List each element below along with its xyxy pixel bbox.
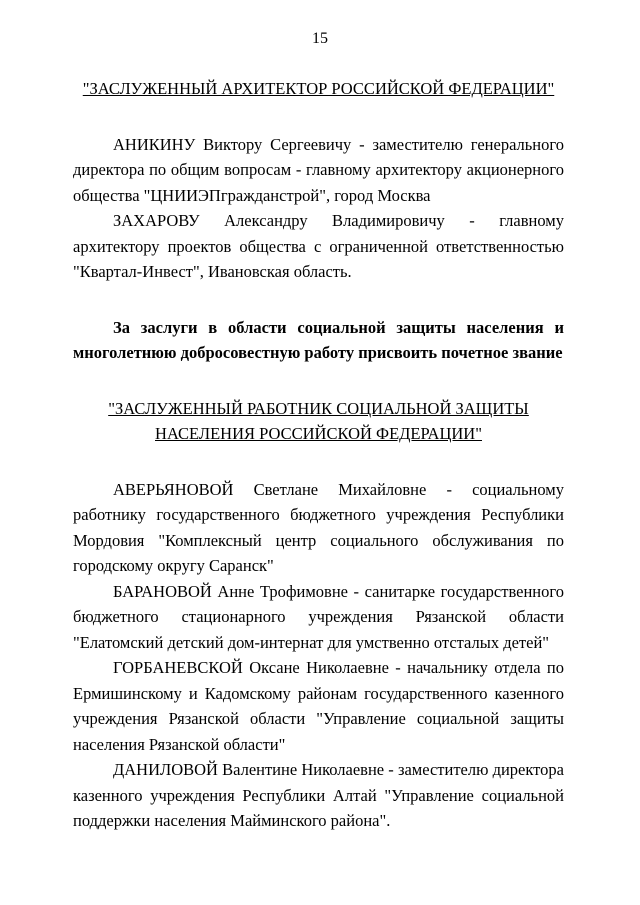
entry-anikin: АНИКИНУ Виктору Сергеевичу - заместителю генерального директора по общим вопросам - главному архитектору акционерного общества "ЦНИИЭПгражданстрой", город Москва — [73, 134, 564, 205]
entry-gorbanevskaya: ГОРБАНЕВСКОЙ Оксане Николаевне - начальнику отдела по Ермишинскому и Кадомскому районам государственного казенного учреждения Рязанской области "Управление социальной защиты населения Рязанской области" — [73, 658, 564, 754]
entry-zakharov: ЗАХАРОВУ Александру Владимировичу - главному архитектору проектов общества с ограниченной ответственностью "Квартал-Инвест", Ивановская область. — [73, 211, 564, 281]
entry-danilova: ДАНИЛОВОЙ Валентине Николаевне - заместителю директора казенного учреждения Республики Алтай "Управление социальной поддержки населения Майминского района". — [73, 760, 564, 830]
section-title-social-line1: "ЗАСЛУЖЕННЫЙ РАБОТНИК СОЦИАЛЬНОЙ ЗАЩИТЫ — [108, 398, 529, 418]
section-title-social — [73, 396, 564, 447]
page-number: 15 — [312, 30, 328, 47]
section-title-architect: "ЗАСЛУЖЕННЫЙ АРХИТЕКТОР РОССИЙСКОЙ ФЕДЕРАЦИИ" — [82, 79, 555, 98]
document-body — [73, 76, 564, 834]
section-title-social-line2: НАСЕЛЕНИЯ РОССИЙСКОЙ ФЕДЕРАЦИИ" — [155, 424, 482, 443]
entry-baranova: БАРАНОВОЙ Анне Трофимовне - санитарке государственного бюджетного стационарного учреждения Рязанской области "Елатомский детский дом-интернат для умственно отсталых детей" — [73, 581, 564, 652]
entry-averyanova: АВЕРЬЯНОВОЙ Светлане Михайловне - социальному работнику государственного бюджетного учреждения Республики Мордовия "Комплексный центр социального обслуживания по городскому округу Саранск" — [73, 479, 564, 575]
award-statement: За заслуги в области социальной защиты населения и многолетнюю добросовестную работу присвоить почетное звание — [73, 317, 564, 362]
